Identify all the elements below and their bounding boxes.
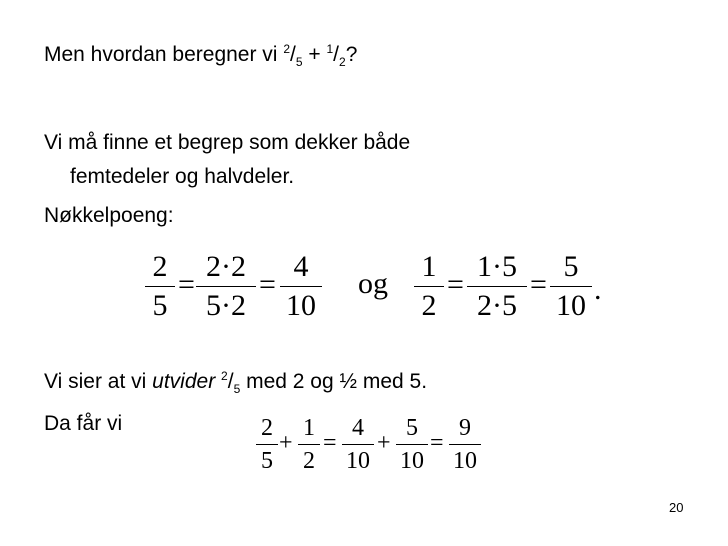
expand-post: med 2 og ½ med 5.: [240, 370, 428, 393]
q-frac1-den: 5: [295, 55, 303, 69]
fraction-bar: [196, 286, 256, 287]
eq2-frac-a: [414, 252, 444, 321]
eq3-equals-1: =: [323, 430, 337, 456]
expand-frac-den: 5: [233, 382, 241, 396]
fraction-bar: [298, 444, 320, 445]
fraction-bar: [414, 286, 444, 287]
result-lead: Da får vi: [44, 412, 123, 435]
eq2-equals-2: =: [530, 268, 547, 301]
question-text: Men hvordan beregner vi: [44, 43, 284, 66]
eq3-frac-e-num: 9: [459, 415, 471, 441]
eq3-plus-2: +: [377, 430, 391, 456]
eq3-frac-c: [342, 416, 374, 473]
fraction-bar: [145, 286, 175, 287]
expand-emphasis: utvider: [152, 370, 216, 393]
eq3-frac-e: [449, 416, 481, 473]
eq1-frac-c-den: 10: [286, 289, 316, 322]
expand-sentence: [44, 370, 427, 394]
eq1-frac-a-den: 5: [152, 289, 168, 322]
fraction-bar: [550, 286, 592, 287]
q-frac2-num: 1: [326, 42, 334, 56]
q-frac2-slash: /: [333, 43, 339, 66]
page-number: 20: [669, 500, 684, 515]
fraction-bar: [449, 444, 481, 445]
eq3-frac-e-den: 10: [453, 448, 477, 474]
q-frac1-slash: /: [290, 43, 296, 66]
eq2-period: .: [594, 273, 602, 306]
eq1-frac-b-num: 2·2: [206, 250, 246, 283]
eq2-frac-c: [550, 252, 592, 321]
eq2-frac-c-den: 10: [556, 289, 586, 322]
eq3-frac-a: [256, 416, 278, 473]
q-frac2-den: 2: [339, 55, 346, 69]
eq1-frac-b-den: 5·2: [206, 289, 246, 322]
eq2-frac-b: [467, 252, 527, 321]
eq2-equals-1: =: [447, 268, 464, 301]
eq3-frac-d-den: 10: [400, 448, 424, 474]
fraction-bar: [396, 444, 428, 445]
eq1-equals-1: =: [178, 268, 195, 301]
eq3-frac-a-num: 2: [261, 415, 273, 441]
eq1-frac-b: [196, 252, 256, 321]
eq3-frac-d-num: 5: [406, 415, 418, 441]
key-point-heading: Nøkkelpoeng:: [44, 204, 174, 227]
eq2-frac-b-den: 2·5: [477, 289, 517, 322]
eq3-plus-1: +: [279, 430, 293, 456]
eq2-frac-a-num: 1: [421, 250, 437, 283]
eq3-frac-b-num: 1: [303, 415, 315, 441]
eq1-frac-a-num: 2: [152, 250, 168, 283]
q-plus: +: [302, 43, 327, 66]
fraction-bar: [256, 444, 278, 445]
eq1-equals-2: =: [259, 268, 276, 301]
eq3-frac-c-den: 10: [346, 448, 370, 474]
eq3-equals-2: =: [430, 430, 444, 456]
og-word: og: [358, 267, 388, 300]
expand-frac-num: 2: [221, 369, 228, 383]
expand-pre: Vi sier at vi: [44, 370, 153, 393]
eq1-frac-c: [280, 252, 322, 321]
q-frac1-num: 2: [283, 42, 290, 56]
fraction-bar: [342, 444, 374, 445]
fraction-bar: [467, 286, 527, 287]
fraction-bar: [280, 286, 322, 287]
question-line: [44, 43, 357, 67]
eq2-frac-b-num: 1·5: [477, 250, 517, 283]
eq1-frac-c-num: 4: [293, 250, 309, 283]
eq3-frac-b-den: 2: [303, 448, 315, 474]
q-end: ?: [345, 43, 358, 66]
eq3-frac-b: [298, 416, 320, 473]
paragraph-line-1: Vi må finne et begrep som dekker både: [44, 131, 411, 154]
eq1-frac-a: [145, 252, 175, 321]
paragraph-line-2: femtedeler og halvdeler.: [70, 165, 295, 188]
eq3-frac-a-den: 5: [261, 448, 273, 474]
eq2-frac-c-num: 5: [563, 250, 579, 283]
expand-frac-slash: /: [227, 370, 234, 393]
eq3-frac-d: [396, 416, 428, 473]
eq3-frac-c-num: 4: [352, 415, 364, 441]
eq2-frac-a-den: 2: [421, 289, 437, 322]
